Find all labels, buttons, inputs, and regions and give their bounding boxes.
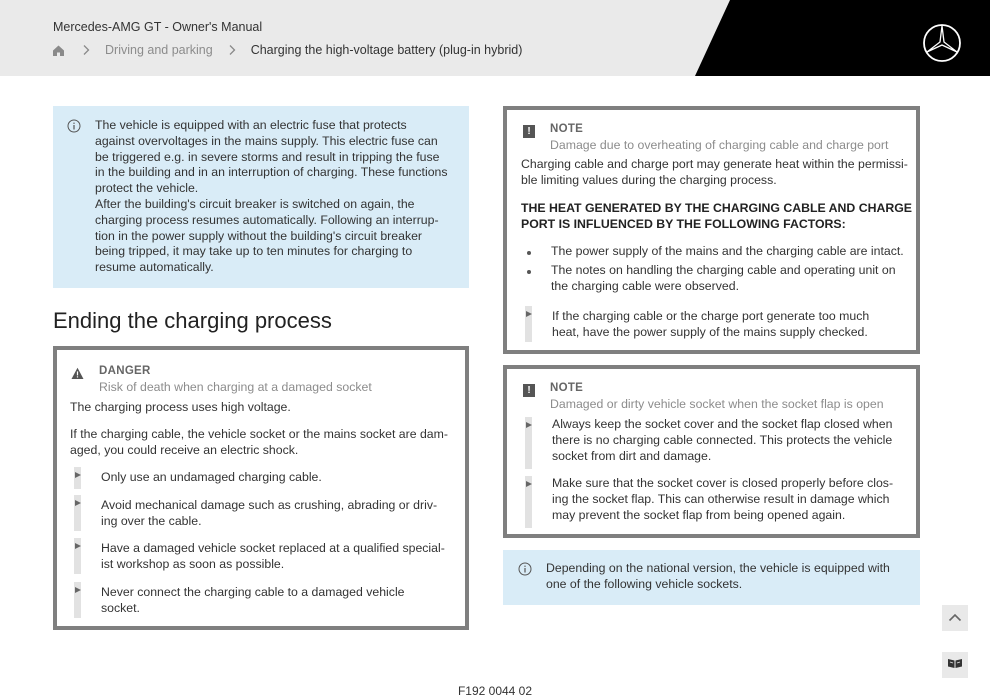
note-paragraph-line: ble limiting values during the charging process. (521, 172, 777, 187)
info-line: one of the following vehicle sockets. (546, 576, 743, 591)
book-icon (947, 656, 963, 674)
note-bullet-line: The notes on handling the charging cable and operating unit on (551, 263, 896, 277)
manual-book-button[interactable] (942, 652, 968, 678)
step-arrow-icon (75, 543, 81, 549)
note-step-line: there is no charging cable connected. This protects the vehicle (552, 432, 893, 447)
step-arrow-icon (75, 472, 81, 478)
danger-label: DANGER (99, 365, 151, 377)
info-icon (518, 562, 532, 576)
danger-step-line: Only use an undamaged charging cable. (101, 470, 322, 484)
note-label: NOTE (550, 382, 584, 394)
danger-panel (53, 346, 469, 630)
step-arrow-icon (75, 500, 81, 506)
step-arrow-icon (526, 481, 532, 487)
note-step-line: socket from dirt and damage. (552, 448, 712, 463)
danger-step-line: ing over the cable. (101, 513, 202, 528)
note-subtitle: Damaged or dirty vehicle socket when the socket flap is open (550, 397, 884, 411)
note-step-line: may prevent the socket flap from being opened again. (552, 507, 846, 522)
figure-code: F192 0044 02 (457, 684, 533, 698)
note-panel-socket (503, 365, 920, 538)
note-bullet-line: The power supply of the mains and the charging cable are intact. (551, 244, 904, 258)
section-heading: Ending the charging process (53, 308, 332, 333)
breadcrumb-item-driving-and-parking[interactable]: Driving and parking (105, 43, 213, 57)
info-line: against overvoltages in the mains supply. This electric fuse can (95, 133, 438, 148)
scroll-to-top-button[interactable] (942, 605, 968, 631)
warning-triangle-icon (71, 367, 84, 380)
danger-step-line: Have a damaged vehicle socket replaced at a qualified special- (101, 541, 445, 555)
note-panel-overheating (503, 106, 920, 354)
note-label: NOTE (550, 123, 584, 135)
chevron-up-icon (948, 609, 962, 627)
step-arrow-icon (75, 587, 81, 593)
danger-step-line: socket. (101, 600, 140, 615)
note-step-line: If the charging cable or the charge port generate too much (552, 309, 870, 323)
info-line: The vehicle is equipped with an electric fuse that protects (95, 118, 407, 132)
breadcrumb-item-current: Charging the high-voltage battery (plug-in hybrid) (250, 43, 523, 57)
chevron-right-icon (81, 44, 91, 56)
info-line: in the building and in an interruption of charging. These functions (95, 165, 448, 180)
note-paragraph-line: Charging cable and charge port may generate heat within the permissi- (521, 157, 908, 171)
note-subtitle: Damage due to overheating of charging cable and charge port (550, 138, 889, 152)
danger-paragraph-line: If the charging cable, the vehicle socket or the mains socket are dam- (70, 427, 448, 441)
mercedes-star-icon[interactable] (922, 23, 962, 63)
danger-step-line: Avoid mechanical damage such as crushing, abrading or driv- (101, 498, 438, 512)
home-icon[interactable] (52, 44, 65, 57)
step-arrow-icon (526, 311, 532, 317)
note-exclamation-icon: ! (523, 384, 535, 397)
breadcrumb (52, 42, 522, 58)
info-line: Depending on the national version, the vehicle is equipped with (546, 561, 890, 575)
note-step-line: Make sure that the socket cover is closed properly before clos- (552, 476, 894, 490)
info-line: tion in the power supply without the building's circuit breaker (95, 228, 423, 243)
note-heading-line: THE HEAT GENERATED BY THE CHARGING CABLE AND CHARGE (521, 201, 913, 215)
info-icon (67, 119, 81, 133)
note-step-line: ing the socket flap. This can otherwise result in damage which (552, 491, 890, 506)
info-line: resume automatically. (95, 260, 214, 275)
danger-step-line: Never connect the charging cable to a damaged vehicle (101, 585, 405, 599)
info-line: charging process resumes automatically. Following an interrup- (95, 212, 439, 227)
note-step-line: heat, have the power supply of the mains supply checked. (552, 324, 868, 339)
danger-step-line: ist workshop as soon as possible. (101, 556, 285, 571)
info-box-vehicle-sockets (503, 550, 920, 605)
app-title: Mercedes-AMG GT - Owner's Manual (53, 20, 263, 34)
danger-intro: The charging process uses high voltage. (70, 400, 291, 414)
note-step-line: Always keep the socket cover and the socket flap closed when (552, 417, 893, 431)
info-line: protect the vehicle. (95, 181, 199, 196)
info-box-electric-fuse (53, 106, 469, 288)
chevron-right-icon (227, 44, 237, 56)
note-exclamation-icon: ! (523, 125, 535, 138)
danger-paragraph-line: aged, you could receive an electric shock. (70, 442, 299, 457)
info-line: After the building's circuit breaker is switched on again, the (95, 196, 415, 211)
info-line: be triggered e.g. in severe storms and result in tripping the fuse (95, 149, 440, 164)
step-bar (74, 467, 81, 489)
note-bullet-line: the charging cable were observed. (551, 278, 739, 293)
step-arrow-icon (526, 422, 532, 428)
bullet-icon (527, 251, 531, 255)
info-line: being tripped, it may take up to ten minutes for charging to (95, 244, 413, 259)
bullet-icon (527, 270, 531, 274)
note-heading-line: PORT IS INFLUENCED BY THE FOLLOWING FACTORS: (521, 216, 846, 231)
danger-subtitle: Risk of death when charging at a damaged socket (99, 380, 372, 394)
